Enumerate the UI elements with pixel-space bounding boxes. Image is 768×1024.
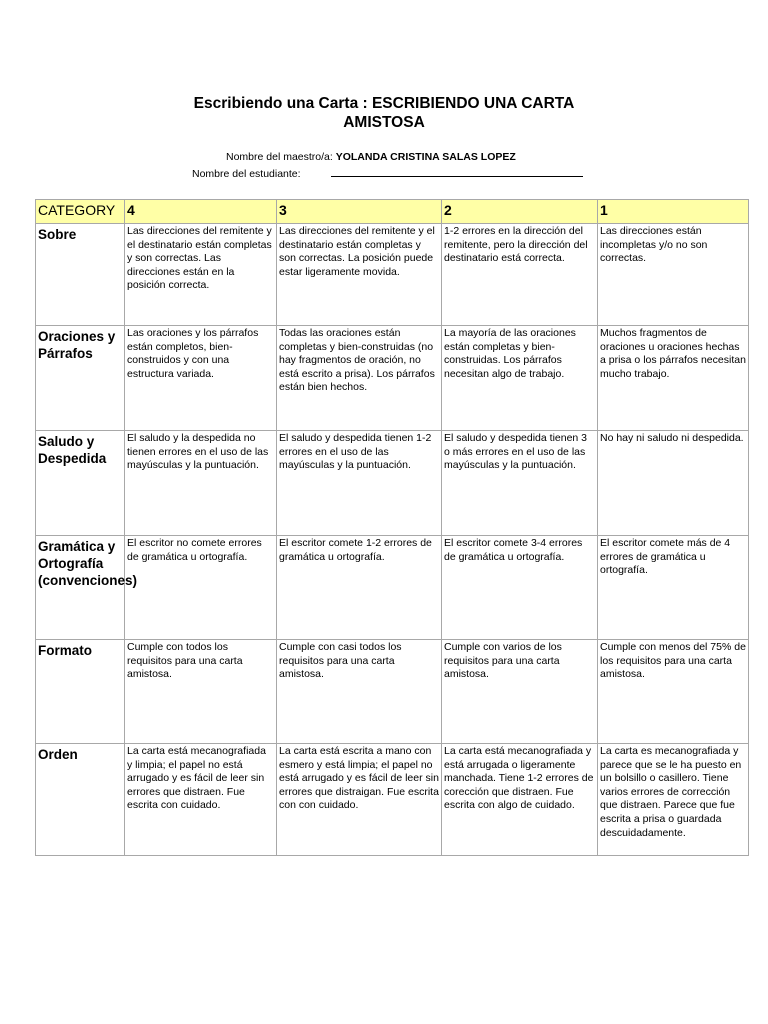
rubric-cell: El escritor comete más de 4 errores de gramática u ortografía. <box>598 536 749 640</box>
category-label: Orden <box>36 744 125 856</box>
rubric-row <box>36 744 749 856</box>
rubric-cell: El escritor comete 3-4 errores de gramática u ortografía. <box>442 536 598 640</box>
category-label: Sobre <box>36 224 125 326</box>
rubric-row <box>36 431 749 536</box>
header-score-1: 1 <box>598 200 749 224</box>
category-label: Saludo y Despedida <box>36 431 125 536</box>
header-score-2: 2 <box>442 200 598 224</box>
rubric-table <box>35 199 749 856</box>
rubric-cell: El escritor no comete errores de gramática u ortografía. <box>125 536 277 640</box>
title-line-1: Escribiendo una Carta : ESCRIBIENDO UNA CARTA <box>193 95 575 112</box>
category-label: Gramática y Ortografía (convenciones) <box>36 536 125 640</box>
rubric-cell: Las direcciones están incompletas y/o no son correctas. <box>598 224 749 326</box>
rubric-cell: Las oraciones y los párrafos están completos, bien-construidos y con una estructura variada. <box>125 326 277 431</box>
header-category: CATEGORY <box>36 200 125 224</box>
rubric-cell: El saludo y despedida tienen 3 o más errores en el uso de las mayúsculas y la puntuación. <box>442 431 598 536</box>
category-label: Oraciones y Párrafos <box>36 326 125 431</box>
teacher-label: Nombre del maestro/a: <box>226 151 333 163</box>
title-line-2: AMISTOSA <box>343 114 425 131</box>
teacher-name: YOLANDA CRISTINA SALAS LOPEZ <box>335 151 516 163</box>
rubric-cell: No hay ni saludo ni despedida. <box>598 431 749 536</box>
rubric-cell: Muchos fragmentos de oraciones u oraciones hechas a prisa o los párrafos necesitan mucho trabajo. <box>598 326 749 431</box>
rubric-cell: La carta está mecanografiada y limpia; el papel no está arrugado y es fácil de leer sin errores que distraen. Fue escrita con cuidado. <box>125 744 277 856</box>
teacher-line <box>226 151 516 164</box>
rubric-cell: Cumple con casi todos los requisitos para una carta amistosa. <box>277 640 442 744</box>
rubric-cell: Cumple con varios de los requisitos para una carta amistosa. <box>442 640 598 744</box>
rubric-cell: Cumple con todos los requisitos para una carta amistosa. <box>125 640 277 744</box>
rubric-cell: El saludo y la despedida no tienen errores en el uso de las mayúsculas y la puntuación. <box>125 431 277 536</box>
student-label: Nombre del estudiante: <box>192 168 301 180</box>
rubric-row <box>36 326 749 431</box>
student-line <box>192 166 583 181</box>
rubric-header-row <box>36 200 749 224</box>
rubric-cell: Las direcciones del remitente y el destinatario están completas y son correctas. Las direcciones están en la posición correcta. <box>125 224 277 326</box>
student-name-blank <box>331 166 583 177</box>
rubric-cell: Cumple con menos del 75% de los requisitos para una carta amistosa. <box>598 640 749 744</box>
rubric-cell: La mayoría de las oraciones están completas y bien-construidas. Los párrafos necesitan algo de trabajo. <box>442 326 598 431</box>
rubric-cell: Todas las oraciones están completas y bien-construidas (no hay fragmentos de oración, no está escrito a prisa). Los párrafos están bien hechos. <box>277 326 442 431</box>
category-label: Formato <box>36 640 125 744</box>
rubric-cell: La carta está escrita a mano con esmero y está limpia; el papel no está arrugado y es fácil de leer sin errores que distraigan. Fue escrita con con cuidado. <box>277 744 442 856</box>
rubric-cell: El saludo y despedida tienen 1-2 errores en el uso de las mayúsculas y la puntuación. <box>277 431 442 536</box>
rubric-row <box>36 536 749 640</box>
document-title <box>0 94 768 132</box>
rubric-cell: El escritor comete 1-2 errores de gramática u ortografía. <box>277 536 442 640</box>
header-score-4: 4 <box>125 200 277 224</box>
rubric-cell: 1-2 errores en la dirección del remitente, pero la dirección del destinatario está correcta. <box>442 224 598 326</box>
rubric-cell: Las direcciones del remitente y el destinatario están completas y son correctas. La posición puede estar ligeramente movida. <box>277 224 442 326</box>
rubric-cell: La carta está mecanografiada y está arrugada o ligeramente manchada. Tiene 1-2 errores de corección que distraen. Fue escrita con algo de cuidado. <box>442 744 598 856</box>
rubric-row <box>36 640 749 744</box>
header-score-3: 3 <box>277 200 442 224</box>
rubric-row <box>36 224 749 326</box>
rubric-cell: La carta es mecanografiada y parece que se le ha puesto en un bolsillo o casillero. Tiene varios errores de corrección que distraen. Parece que fue escrita a prisa o guardada descuidadamente. <box>598 744 749 856</box>
